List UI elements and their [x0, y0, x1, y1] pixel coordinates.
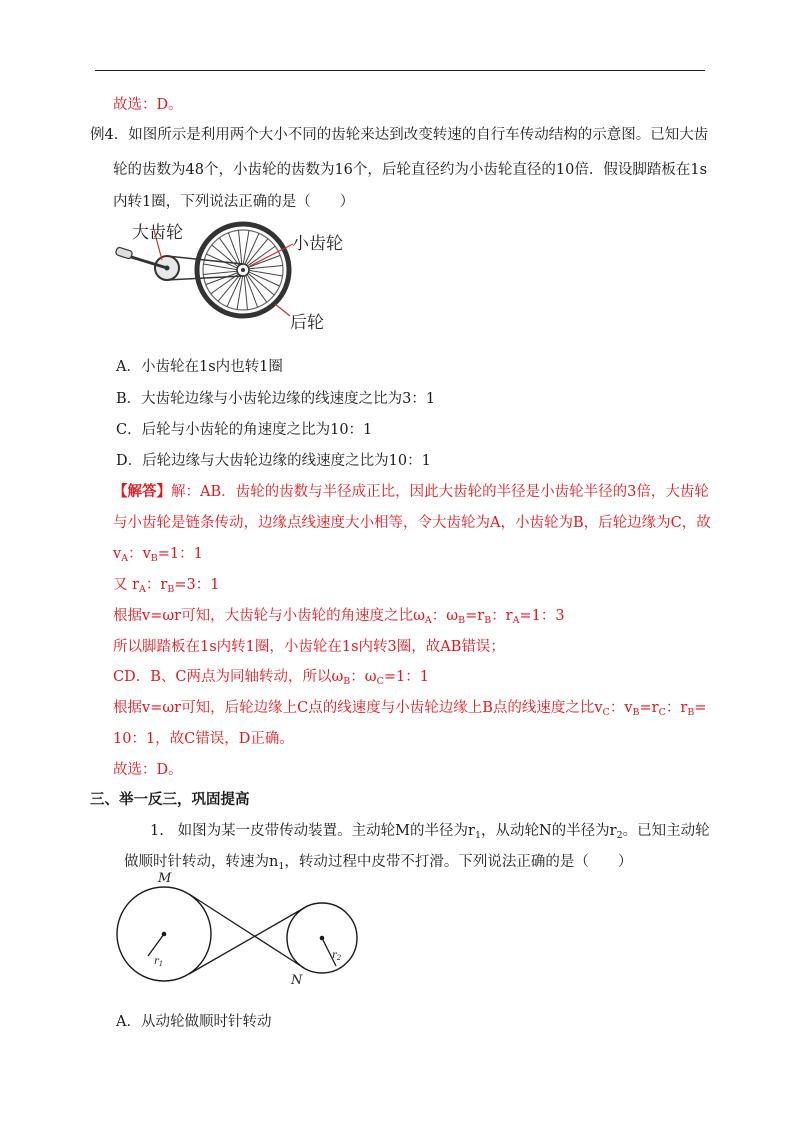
q1-line1: 1. 如图为某一皮带传动装置。主动轮M的半径为$r_1$，从动轮N的半径为$r_2$。已知主动轮	[150, 823, 710, 841]
example4-option-a: A．小齿轮在1s内也转1圈	[116, 359, 283, 375]
answer-line9: 10：1，故C错误，D正确。	[113, 731, 294, 747]
answer-line4: 又 $r_A$：$r_B=3$：1	[113, 577, 220, 595]
wheel-spoke	[246, 272, 274, 295]
answer-line6: 所以脚踏板在1s内转1圈，小齿轮在1s内转3圈，故AB错误；	[113, 639, 505, 655]
big-gear-label: 大齿轮	[132, 223, 183, 243]
example4-option-d: D．后轮边缘与大齿轮边缘的线速度之比为10：1	[116, 453, 431, 469]
section3-heading: 三、举一反三，巩固提高	[90, 791, 250, 808]
answer-line2: 与小齿轮是链条传动，边缘点线速度大小相等，令大齿轮为A，小齿轮为B，后轮边缘为C，故	[113, 515, 711, 531]
wheel-spoke	[247, 271, 280, 286]
example4-text1: 如图所示是利用两个大小不同的齿轮来达到改变转速的自行车传动结构的示意图。已知大齿	[128, 127, 709, 143]
q1-option-a: A．从动轮做顺时针转动	[116, 1014, 272, 1030]
example4-label: 例4．	[90, 127, 129, 143]
wheel-spoke	[212, 245, 240, 268]
rear-wheel-pointer	[275, 304, 290, 316]
example4-option-c: C．后轮与小齿轮的角速度之比为10：1	[116, 422, 373, 438]
answer-tag: 【解答】	[113, 483, 171, 500]
label-r1: $r_1$	[154, 956, 164, 968]
label-m: M	[158, 871, 172, 886]
rear-wheel-label: 后轮	[290, 313, 324, 333]
wheel-spoke	[244, 233, 259, 266]
q1-number: 1.	[150, 823, 164, 839]
q1-line2: 做顺时针转动，转速为$n_1$，转动过程中皮带不打滑。下列说法正确的是（ ）	[124, 854, 633, 872]
example4-option-b: B．大齿轮边缘与小齿轮边缘的线速度之比为3：1	[116, 391, 436, 407]
example4-line2: 轮的齿数为48个，小齿轮的齿数为16个，后轮直径约为小齿轮直径的10倍．假设脚踏板在1s	[113, 162, 708, 178]
small-gear-label: 小齿轮	[292, 234, 343, 254]
radius-r1	[148, 934, 164, 956]
answer-line3: $v_A$：$v_B=1$：1	[113, 546, 203, 564]
previous-answer-line: 故选：D。	[113, 97, 183, 113]
header-rule	[95, 70, 705, 71]
example4-line1	[90, 125, 708, 145]
label-r2: $r_2$	[332, 950, 342, 962]
wheel-spoke	[246, 273, 267, 302]
answer-line5: 根据v=ωr可知，大齿轮与小齿轮的角速度之比$\omega_A$：$\omega_B=r_B$：$r_A=1$：3	[113, 608, 565, 626]
rear-wheel	[197, 224, 289, 316]
answer-line7: CD．B、C两点为同轴转动，所以$\omega_B$：$\omega_C=1$：1	[113, 669, 429, 687]
wheel-spoke	[227, 274, 242, 307]
belt-drive-figure	[110, 870, 370, 995]
bicycle-gear-figure	[110, 218, 355, 338]
label-n: N	[291, 973, 303, 988]
example4-line3: 内转1圈，下列说法正确的是（ ）	[113, 194, 355, 210]
answer-line10: 故选：D。	[113, 762, 183, 778]
answer-line1: 【解答】解：AB．齿轮的齿数与半径成正比，因此大齿轮的半径是小齿轮半径的3倍，大齿轮	[113, 483, 709, 500]
answer-line8: 根据v=ωr可知，后轮边缘上C点的线速度与小齿轮边缘上B点的线速度之比$v_C$：$v_B=r_C$：$r_B=$	[113, 700, 707, 718]
belt-segment-1	[189, 894, 304, 968]
wheel-spoke	[246, 246, 275, 267]
